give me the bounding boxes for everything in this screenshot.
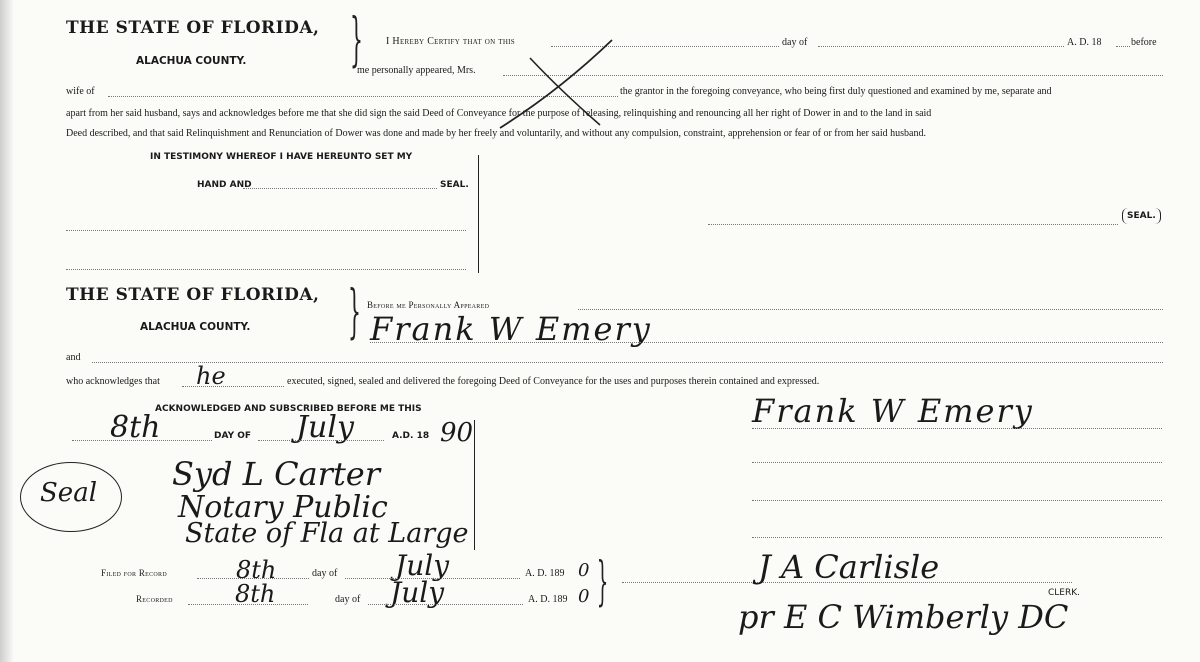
executed-text: executed, signed, sealed and delivered the foregoing Deed of Conveyance for the uses and purposes therein contained and expressed. bbox=[287, 376, 820, 387]
notary-title-handwritten: Notary Public bbox=[178, 490, 388, 525]
rec-day-handwritten: 8th bbox=[235, 580, 276, 608]
signature-line-2 bbox=[752, 462, 1162, 463]
clerk-label: CLERK. bbox=[1048, 588, 1081, 598]
and-label: and bbox=[66, 352, 81, 363]
rec-ad-label: A. D. 189 bbox=[528, 594, 568, 605]
who-ack-text: who acknowledges that bbox=[66, 376, 160, 387]
certify-month-blank bbox=[818, 46, 1064, 47]
signature-line-1 bbox=[752, 428, 1162, 429]
before-me-text: Before me Personally Appeared bbox=[367, 300, 490, 310]
filed-month-handwritten: July bbox=[395, 549, 450, 582]
rec-year-handwritten: 0 bbox=[578, 586, 590, 607]
ack-sub-text: ACKNOWLEDGED AND SUBSCRIBED BEFORE ME THIS bbox=[155, 404, 422, 414]
top-county-brace: } bbox=[349, 5, 363, 73]
wife-of-label: wife of bbox=[66, 86, 95, 97]
hand-and-label: HAND AND bbox=[197, 180, 252, 190]
filed-year-handwritten: 0 bbox=[578, 560, 590, 581]
testimony-text: IN TESTIMONY WHEREOF I HAVE HEREUNTO SET MY bbox=[150, 152, 413, 162]
line1-text: the grantor in the foregoing conveyance, who being first duly questioned and examined by me, separate and bbox=[620, 86, 1052, 97]
notary-seal-text: Seal bbox=[40, 478, 98, 508]
before-me-line bbox=[578, 309, 1163, 310]
day-blank bbox=[72, 440, 212, 441]
scan-edge-shadow bbox=[0, 0, 14, 662]
filed-ad-label: A. D. 189 bbox=[525, 568, 565, 579]
certify-before: before bbox=[1131, 37, 1157, 48]
signature-line-4 bbox=[752, 537, 1162, 538]
month-value-handwritten: July bbox=[296, 410, 354, 445]
ack-pronoun-blank bbox=[182, 386, 284, 387]
top-left-rule bbox=[478, 155, 479, 273]
certify-date-blank bbox=[551, 46, 779, 47]
year-value-handwritten: 90 bbox=[440, 418, 474, 448]
line2-text: apart from her said husband, says and acknowledges before me that she did sign the said Deed of Conveyance for the purpose of releasing, relinquishing and renouncing all her right of Dower in and to the land in said bbox=[66, 108, 932, 119]
clerk-signature: J A Carlisle bbox=[758, 548, 940, 586]
hand-and-blank bbox=[243, 188, 437, 189]
ad-label: A.D. 18 bbox=[392, 431, 430, 441]
certify-text: I Hereby Certify that on this bbox=[386, 36, 515, 47]
filed-label: Filed for Record bbox=[101, 568, 167, 578]
rec-dayof-label: day of bbox=[335, 594, 361, 605]
and-blank bbox=[92, 362, 1163, 363]
filed-dayof-label: day of bbox=[312, 568, 338, 579]
seal-box bbox=[1122, 208, 1161, 224]
ack-pronoun-handwritten: he bbox=[196, 362, 226, 390]
seal-box-label: SEAL. bbox=[1127, 211, 1156, 221]
signature-line-3 bbox=[752, 500, 1162, 501]
appeared-name-blank bbox=[503, 75, 1163, 76]
notary-state-handwritten: State of Fla at Large bbox=[185, 518, 469, 549]
day-of-label: DAY OF bbox=[214, 431, 252, 441]
certify-day-of: day of bbox=[782, 37, 808, 48]
seal-label: SEAL. bbox=[440, 180, 469, 190]
recorded-label: Recorded bbox=[136, 594, 173, 604]
bottom-county-heading: ALACHUA COUNTY. bbox=[140, 321, 251, 333]
bottom-left-rule bbox=[474, 420, 475, 550]
top-left-line-2 bbox=[66, 269, 466, 270]
notary-name-handwritten: Syd L Carter bbox=[172, 455, 381, 493]
appeared-text: me personally appeared, Mrs. bbox=[357, 65, 476, 76]
filed-brace: } bbox=[596, 552, 609, 612]
top-county-heading: ALACHUA COUNTY. bbox=[136, 55, 247, 67]
line3-text: Deed described, and that said Relinquishment and Renunciation of Dower was done and made by her freely and voluntarily, and without any compulsion, constraint, apprehension or fear of or from her said husband. bbox=[66, 128, 926, 139]
deputy-signature: pr E C Wimberly DC bbox=[738, 598, 1069, 636]
grantor-signature: Frank W Emery bbox=[752, 392, 1034, 430]
appeared-name-line bbox=[370, 342, 1163, 343]
rec-month-blank bbox=[368, 604, 523, 605]
certify-ad: A. D. 18 bbox=[1067, 37, 1102, 48]
month-blank bbox=[258, 440, 384, 441]
appeared-name-handwritten: Frank W Emery bbox=[370, 310, 652, 348]
day-value-handwritten: 8th bbox=[110, 410, 161, 445]
wife-of-blank bbox=[108, 96, 618, 97]
rec-month-handwritten: July bbox=[390, 576, 445, 609]
bottom-state-heading: THE STATE OF FLORIDA, bbox=[66, 285, 320, 305]
top-right-signature-line bbox=[708, 224, 1118, 225]
bottom-county-brace: } bbox=[347, 277, 361, 345]
top-left-line-1 bbox=[66, 230, 466, 231]
filed-day-handwritten: 8th bbox=[236, 556, 277, 584]
certify-year-blank bbox=[1116, 46, 1130, 47]
top-state-heading: THE STATE OF FLORIDA, bbox=[66, 18, 320, 38]
